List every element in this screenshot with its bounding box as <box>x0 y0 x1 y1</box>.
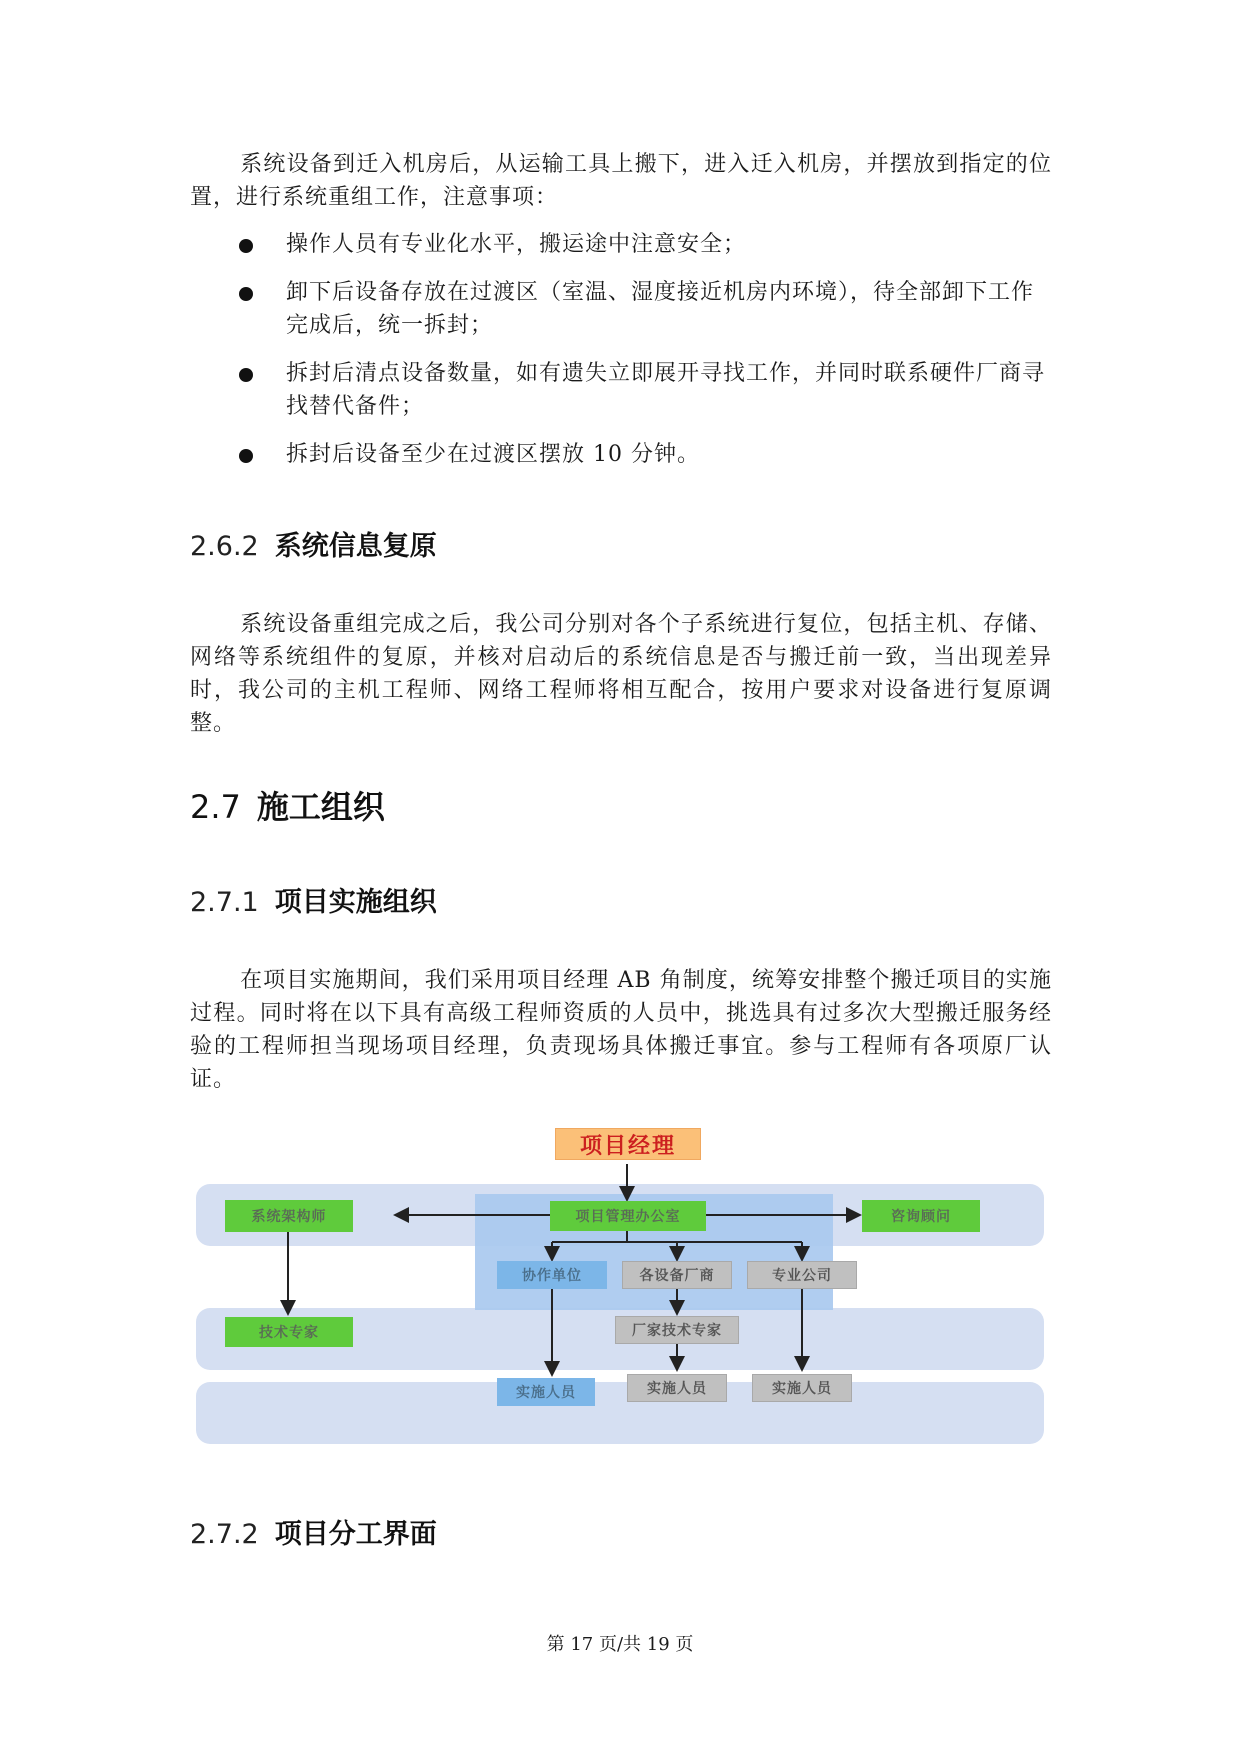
precautions-list <box>190 228 1052 486</box>
paragraph-271: 在项目实施期间，我们采用项目经理 AB 角制度，统筹安排整个搬迁项目的实施过程。同时将在以下具有高级工程师资质的人员中，挑选具有过多次大型搬迁服务经验的工程师担当现场项目经理，负责现场具体搬迁事宜。参与工程师有各项原厂认证。 <box>190 968 1052 1092</box>
project-manager-box: 项目经理 <box>555 1128 701 1160</box>
vendors-box: 各设备厂商 <box>622 1261 732 1289</box>
pmo-box: 项目管理办公室 <box>550 1201 706 1231</box>
org-connectors <box>190 1120 1050 1460</box>
implementer-box: 实施人员 <box>627 1374 727 1402</box>
org-chart <box>190 1120 1050 1460</box>
list-item: 拆封后清点设备数量，如有遗失立即展开寻找工作，并同时联系硬件厂商寻找替代备件； <box>190 357 1052 423</box>
list-item: 拆封后设备至少在过渡区摆放 10 分钟。 <box>190 438 1052 471</box>
paragraph-262: 系统设备重组完成之后，我公司分别对各个子系统进行复位，包括主机、存储、网络等系统组件的复原，并核对启动后的系统信息是否与搬迁前一致，当出现差异时，我公司的主机工程师、网络工程师将相互配合，按用户要求对设备进行复原调整。 <box>190 612 1052 736</box>
implementer-box: 实施人员 <box>752 1374 852 1402</box>
section-heading-271: 2.7.1 项目实施组织 <box>190 887 437 918</box>
architect-box: 系统架构师 <box>225 1200 353 1232</box>
tech-expert-box: 技术专家 <box>225 1317 353 1347</box>
consultant-box: 咨询顾问 <box>862 1200 980 1232</box>
bullet-dot-icon <box>239 239 253 253</box>
partner-box: 协作单位 <box>497 1261 607 1289</box>
section-heading-27: 2.7 施工组织 <box>190 788 385 826</box>
intro-paragraph: 系统设备到迁入机房后，从运输工具上搬下，进入迁入机房，并摆放到指定的位置，进行系统重组工作，注意事项： <box>190 152 1052 210</box>
implementer-box: 实施人员 <box>497 1378 595 1406</box>
section-heading-262: 2.6.2 系统信息复原 <box>190 531 437 562</box>
section-heading-272: 2.7.2 项目分工界面 <box>190 1519 437 1550</box>
list-item: 卸下后设备存放在过渡区（室温、湿度接近机房内环境），待全部卸下工作完成后，统一拆封； <box>190 276 1052 342</box>
bullet-dot-icon <box>239 368 253 382</box>
list-item: 操作人员有专业化水平，搬运途中注意安全； <box>190 228 1052 261</box>
page-footer: 第 17 页/共 19 页 <box>546 1634 694 1655</box>
bullet-dot-icon <box>239 449 253 463</box>
bullet-dot-icon <box>239 287 253 301</box>
vendor-expert-box: 厂家技术专家 <box>615 1316 739 1344</box>
specialist-company-box: 专业公司 <box>747 1261 857 1289</box>
